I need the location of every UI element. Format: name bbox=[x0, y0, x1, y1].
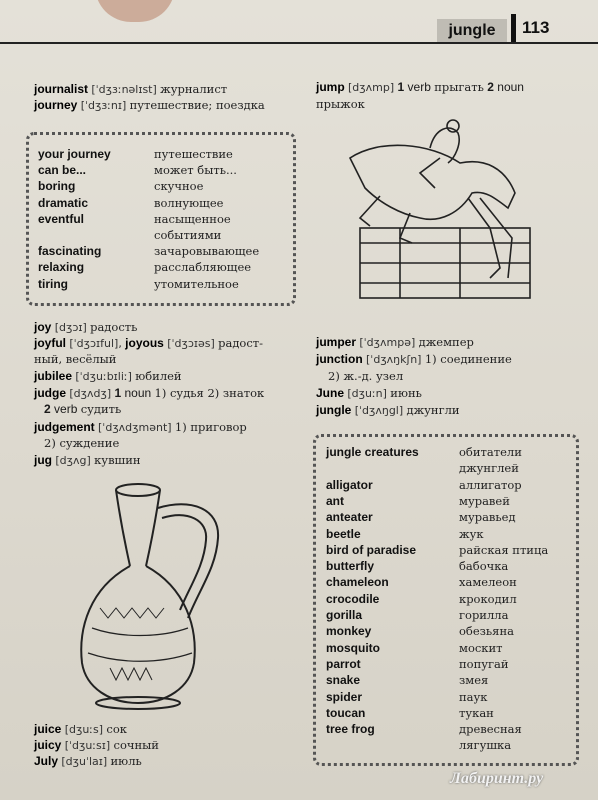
headword: junction bbox=[316, 352, 363, 366]
jungle-creature-en: butterfly bbox=[326, 559, 374, 574]
jungle-creature-ru: обезьяна bbox=[459, 624, 514, 639]
translation: путешествие; поездка bbox=[129, 98, 265, 112]
transcription: [dʒuːs] bbox=[64, 723, 104, 736]
thumb-shadow bbox=[95, 0, 175, 22]
jungle-creature-en: bird of paradise bbox=[326, 542, 417, 557]
transcription: [ˈdʒɜːnɪ] bbox=[80, 99, 127, 112]
transcription: [ˈdʒʌŋkʃn] bbox=[366, 353, 422, 366]
headword: June bbox=[316, 386, 345, 400]
jug-illustration bbox=[70, 478, 260, 713]
translation: сочный bbox=[113, 738, 159, 752]
translation: радость bbox=[90, 320, 138, 334]
headword: jump bbox=[316, 80, 345, 94]
jungle-creature-en: beetle bbox=[326, 526, 361, 541]
jungle-creature-en: parrot bbox=[326, 656, 361, 671]
transcription: [ˈdʒʌdʒmənt] bbox=[98, 421, 172, 434]
translation: прыгать bbox=[434, 80, 484, 94]
translation: джунгли bbox=[406, 403, 460, 417]
journey-vocab-ru: путешествие bbox=[154, 147, 233, 161]
watermark-logo: Лабиринт.ру bbox=[450, 770, 544, 787]
transcription: [dʒɔɪ] bbox=[54, 321, 87, 334]
headword-variant: joyous bbox=[125, 336, 164, 350]
headword: juice bbox=[34, 722, 62, 736]
headword: judgement bbox=[34, 420, 95, 434]
jungle-creature-en: mosquito bbox=[326, 640, 380, 655]
entry-joyful-cont bbox=[34, 352, 116, 367]
translation: кувшин bbox=[94, 453, 141, 467]
sense-number: 1 bbox=[397, 80, 405, 94]
transcription: [dʒʌg] bbox=[55, 454, 91, 467]
transcription: [ˈdʒɔɪful], bbox=[69, 337, 122, 350]
horse-jump-illustration bbox=[340, 118, 540, 318]
jungle-creature-ru: аллигатор bbox=[459, 477, 522, 492]
transcription: [ˈdʒuːsɪ] bbox=[64, 739, 111, 752]
translation: 2) ж.-д. узел bbox=[328, 369, 404, 383]
translation: 1) соединение bbox=[424, 352, 512, 366]
jungle-creature-en: crocodile bbox=[326, 591, 380, 606]
jungle-creature-ru: джунглей bbox=[459, 461, 519, 476]
translation: 1) судья 2) знаток bbox=[154, 386, 265, 400]
headword: July bbox=[34, 754, 59, 768]
jungle-creature-en: anteater bbox=[326, 510, 373, 525]
jungle-creature-ru: горилла bbox=[459, 608, 509, 622]
jungle-creature-ru: москит bbox=[459, 640, 503, 655]
jungle-creature-ru: хамелеон bbox=[459, 575, 517, 590]
headword: joy bbox=[34, 320, 52, 334]
journey-vocab-en: your journey bbox=[38, 147, 111, 161]
entry-jubilee bbox=[34, 369, 182, 384]
translation: 1) приговор bbox=[174, 420, 247, 434]
entry-joy bbox=[34, 320, 137, 335]
jungle-creature-ru: тукан bbox=[459, 705, 494, 720]
part-of-speech: verb bbox=[407, 80, 431, 94]
headword: jug bbox=[34, 453, 52, 467]
translation: 2) суждение bbox=[44, 436, 120, 450]
translation: судить bbox=[80, 402, 122, 416]
journey-vocab-ru: событиями bbox=[154, 228, 222, 242]
translation: июнь bbox=[390, 386, 422, 400]
journey-vocab-ru: зачаровывающее bbox=[154, 244, 260, 259]
jungle-creature-ru: лягушка bbox=[459, 738, 512, 753]
headword: judge bbox=[34, 386, 66, 400]
header-rule bbox=[0, 42, 598, 44]
entry-july bbox=[34, 754, 142, 769]
jungle-creature-ru: попугай bbox=[459, 656, 509, 671]
entry-journey bbox=[34, 98, 265, 113]
entry-juicy bbox=[34, 738, 159, 753]
headword: journey bbox=[34, 98, 78, 112]
entry-junction-cont bbox=[328, 369, 403, 384]
jungle-creature-en: spider bbox=[326, 689, 363, 704]
journey-vocab-ru: волнующее bbox=[154, 195, 224, 210]
journey-vocab-ru: насыщенное bbox=[154, 211, 231, 226]
translation: июль bbox=[110, 754, 142, 768]
part-of-speech: noun bbox=[497, 80, 524, 94]
transcription: [ˈdʒʌŋgl] bbox=[354, 404, 404, 417]
translation: сок bbox=[106, 722, 127, 736]
journey-vocab-en: tiring bbox=[38, 276, 68, 291]
transcription: [dʒuːn] bbox=[347, 387, 387, 400]
entry-jump bbox=[316, 80, 524, 95]
jungle-creature-en: monkey bbox=[326, 624, 372, 639]
headword: jungle bbox=[316, 403, 352, 417]
entry-jungle bbox=[316, 403, 460, 418]
jungle-creature-ru: бабочка bbox=[459, 559, 509, 574]
journey-vocab-ru: может быть... bbox=[154, 163, 237, 178]
jungle-creature-ru: райская птица bbox=[459, 542, 549, 557]
entry-jump-cont bbox=[316, 97, 365, 112]
transcription: [ˈdʒʌmpə] bbox=[359, 336, 416, 349]
part-of-speech: noun bbox=[124, 386, 152, 400]
journey-vocab-en: dramatic bbox=[38, 195, 89, 210]
headword: jumper bbox=[316, 335, 357, 349]
jungle-creature-en: jungle creatures bbox=[326, 445, 419, 459]
entry-judge bbox=[34, 386, 264, 401]
translation: джемпер bbox=[418, 335, 474, 349]
translation: прыжок bbox=[316, 97, 365, 111]
entry-jug bbox=[34, 453, 141, 468]
headword: juicy bbox=[34, 738, 62, 752]
entry-junction bbox=[316, 352, 512, 367]
headword: joyful bbox=[34, 336, 66, 350]
jungle-creature-ru: паук bbox=[459, 689, 488, 704]
journey-vocab-en: boring bbox=[38, 179, 76, 194]
sense-number: 2 bbox=[487, 80, 494, 94]
header-separator bbox=[511, 14, 516, 44]
sense-number: 1 bbox=[114, 386, 122, 400]
journey-vocab-en: eventful bbox=[38, 211, 85, 226]
entry-judge-cont bbox=[44, 402, 121, 417]
journey-vocab-ru: скучное bbox=[154, 179, 204, 194]
part-of-speech: verb bbox=[54, 402, 78, 416]
transcription: [ˈdʒuːbɪliː] bbox=[75, 370, 132, 383]
journey-vocab-ru: утомительное bbox=[154, 276, 239, 291]
jungle-creature-en: ant bbox=[326, 493, 344, 508]
jungle-creature-ru: муравей bbox=[459, 493, 510, 508]
jungle-creature-ru: змея bbox=[459, 673, 489, 688]
headword: journalist bbox=[34, 82, 89, 96]
transcription: [ˈdʒɜːnəlɪst] bbox=[91, 83, 157, 96]
transcription: [dʒuˈlaɪ] bbox=[61, 755, 108, 768]
entry-juice bbox=[34, 722, 127, 737]
transcription: [ˈdʒɔɪəs] bbox=[167, 337, 215, 350]
jungle-creature-en: alligator bbox=[326, 477, 373, 492]
jungle-creature-en: snake bbox=[326, 673, 361, 688]
page-number: 113 bbox=[522, 18, 550, 37]
headword: jubilee bbox=[34, 369, 73, 383]
entry-judgement bbox=[34, 420, 247, 435]
jungle-creature-ru: жук bbox=[459, 526, 484, 541]
header-guide-word: jungle bbox=[437, 19, 507, 43]
jungle-creature-en: tree frog bbox=[326, 722, 375, 737]
translation: радост- bbox=[218, 336, 264, 350]
entry-journalist bbox=[34, 82, 227, 97]
jungle-creature-en: gorilla bbox=[326, 608, 363, 622]
jungle-creature-en: toucan bbox=[326, 705, 366, 720]
journey-vocab-en: can be... bbox=[38, 163, 87, 178]
jungle-creature-ru: крокодил bbox=[459, 591, 517, 606]
jungle-creature-ru: обитатели bbox=[459, 445, 522, 459]
journey-vocab-en: fascinating bbox=[38, 244, 102, 259]
translation: ный, весёлый bbox=[34, 352, 117, 366]
entry-joyful bbox=[34, 336, 263, 351]
translation: юбилей bbox=[135, 369, 182, 383]
journey-vocab-ru: расслабляющее bbox=[154, 260, 252, 275]
entry-jumper bbox=[316, 335, 474, 350]
entry-june bbox=[316, 386, 422, 401]
sense-number: 2 bbox=[44, 402, 51, 416]
jungle-creature-ru: муравьед bbox=[459, 510, 516, 525]
jungle-creature-en: chameleon bbox=[326, 575, 389, 590]
translation: журналист bbox=[160, 82, 228, 96]
entry-judgement-cont bbox=[44, 436, 119, 451]
journey-vocab-en: relaxing bbox=[38, 260, 85, 275]
transcription: [dʒʌmp] bbox=[348, 81, 395, 94]
transcription: [dʒʌdʒ] bbox=[69, 387, 112, 400]
jungle-creature-ru: древесная bbox=[459, 722, 522, 737]
